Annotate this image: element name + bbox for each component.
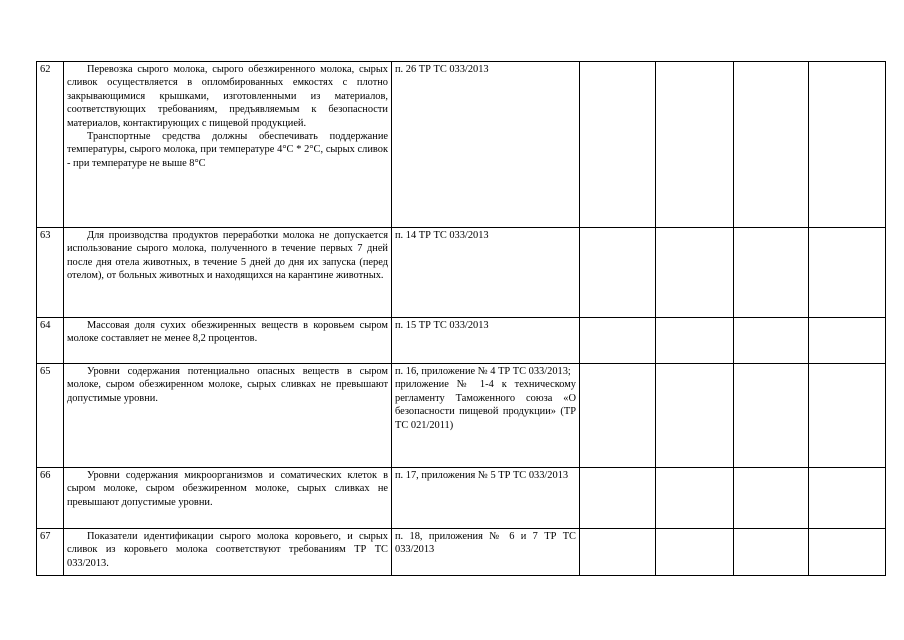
reference-paragraph: п. 14 ТР ТС 033/2013 xyxy=(395,230,489,241)
requirements-table xyxy=(36,61,886,576)
row-number: 66 xyxy=(37,468,64,529)
requirement-cell xyxy=(64,62,392,228)
table-row xyxy=(37,318,886,364)
reference-cell xyxy=(392,529,580,576)
reference-paragraph: приложение № 1-4 к техническому регламенту Таможенного союза «О безопасности пищевой продукции» (ТР ТС 021/2011) xyxy=(395,379,576,431)
requirement-paragraph: Перевозка сырого молока, сырого обезжиренного молока, сырых сливок осуществляется в опломбированных емкостях с плотно закрывающимися крышками, изготовленными из материалов, соответствующих требованиям, предъявляемым к безопасности материалов, контактирующих с пищевой продукцией. xyxy=(67,64,388,129)
blank-cell xyxy=(656,364,734,468)
blank-cell xyxy=(734,468,809,529)
reference-paragraph: п. 26 ТР ТС 033/2013 xyxy=(395,64,489,75)
blank-cell xyxy=(656,468,734,529)
row-number: 65 xyxy=(37,364,64,468)
reference-paragraph: п. 17, приложения № 5 ТР ТС 033/2013 xyxy=(395,470,569,481)
blank-cell xyxy=(656,318,734,364)
blank-cell xyxy=(809,62,886,228)
row-number: 64 xyxy=(37,318,64,364)
blank-cell xyxy=(734,318,809,364)
requirement-paragraph: Показатели идентификации сырого молока коровьего, и сырых сливок из коровьего молока соответствуют требованиям ТР ТС 033/2013. xyxy=(67,531,388,569)
table-row xyxy=(37,468,886,529)
blank-cell xyxy=(734,529,809,576)
blank-cell xyxy=(656,529,734,576)
blank-cell xyxy=(580,468,656,529)
blank-cell xyxy=(656,62,734,228)
table-body xyxy=(37,62,886,576)
reference-cell xyxy=(392,468,580,529)
requirement-paragraph: Уровни содержания потенциально опасных веществ в сыром молоке, сыром обезжиренном молоке, сырых сливках не превышают допустимые уровни. xyxy=(67,366,388,404)
blank-cell xyxy=(580,228,656,318)
blank-cell xyxy=(580,364,656,468)
reference-cell xyxy=(392,62,580,228)
row-number: 67 xyxy=(37,529,64,576)
requirement-paragraph: Уровни содержания микроорганизмов и соматических клеток в сыром молоке, сыром обезжиренном молоке, сырых сливках не превышают допустимые уровни. xyxy=(67,470,388,508)
table-row xyxy=(37,62,886,228)
blank-cell xyxy=(656,228,734,318)
requirement-cell xyxy=(64,529,392,576)
blank-cell xyxy=(809,529,886,576)
blank-cell xyxy=(734,62,809,228)
table-row xyxy=(37,364,886,468)
reference-paragraph: п. 16, приложение № 4 ТР ТС 033/2013; xyxy=(395,366,571,377)
requirement-paragraph: Массовая доля сухих обезжиренных веществ в коровьем сыром молоке составляет не менее 8,2 процентов. xyxy=(67,320,388,345)
table-row xyxy=(37,228,886,318)
blank-cell xyxy=(809,364,886,468)
requirement-paragraph: Транспортные средства должны обеспечивать поддержание температуры, сырого молока, при температуре 4°С * 2°С, сырых сливок - при температуре не выше 8°С xyxy=(67,131,388,169)
blank-cell xyxy=(809,318,886,364)
reference-paragraph: п. 15 ТР ТС 033/2013 xyxy=(395,320,489,331)
row-number: 62 xyxy=(37,62,64,228)
blank-cell xyxy=(734,228,809,318)
table-row xyxy=(37,529,886,576)
requirement-cell xyxy=(64,364,392,468)
reference-cell xyxy=(392,364,580,468)
blank-cell xyxy=(809,468,886,529)
row-number: 63 xyxy=(37,228,64,318)
requirement-cell xyxy=(64,228,392,318)
blank-cell xyxy=(580,318,656,364)
blank-cell xyxy=(734,364,809,468)
blank-cell xyxy=(580,529,656,576)
requirement-cell xyxy=(64,468,392,529)
blank-cell xyxy=(580,62,656,228)
reference-cell xyxy=(392,228,580,318)
reference-cell xyxy=(392,318,580,364)
requirement-cell xyxy=(64,318,392,364)
requirement-paragraph: Для производства продуктов переработки молока не допускается использование сырого молока, полученного в течение первых 7 дней после дня отела животных, в течение 5 дней до дня их запуска (перед отелом), от больных животных и находящихся на карантине животных. xyxy=(67,230,388,282)
blank-cell xyxy=(809,228,886,318)
reference-paragraph: п. 18, приложения № 6 и 7 ТР ТС 033/2013 xyxy=(395,531,576,556)
